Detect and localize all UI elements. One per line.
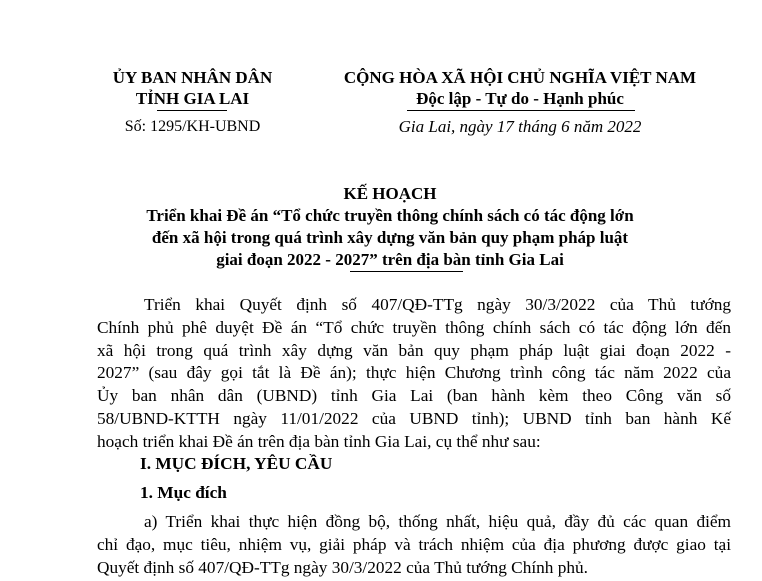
intro-line: xã hội trong quá trình xây dựng văn bản quy phạm pháp luật giai đoạn 2022 - — [97, 340, 731, 360]
intro-line: hoạch triển khai Đề án trên địa bàn tỉnh Gia Lai, cụ thể như sau: — [97, 431, 541, 451]
org-name-line1: ỦY BAN NHÂN DÂN — [112, 68, 273, 87]
purpose-paragraph-a — [97, 511, 731, 579]
intro-line: 58/UBND-KTTH ngày 11/01/2022 của UBND tỉnh); UBND tỉnh ban hành Kế — [97, 408, 731, 428]
place-date: Gia Lai, ngày 17 tháng 6 năm 2022 — [398, 117, 642, 136]
intro-paragraph — [97, 294, 731, 454]
title-underline — [350, 271, 463, 272]
org-name-line2: TỈNH GIA LAI — [135, 89, 250, 108]
doc-number: Số: 1295/KH-UBND — [124, 118, 261, 135]
intro-line: Ủy ban nhân dân (UBND) tỉnh Gia Lai (ban hành kèm theo Công văn số — [97, 386, 731, 406]
doc-subject-line3: giai đoạn 2022 - 2027” trên địa bàn tỉnh Gia Lai — [216, 250, 564, 269]
intro-line: 2027” (sau đây gọi tắt là Đề án); thực hiện Chương trình công tác năm 2022 của — [97, 363, 731, 383]
doc-heading: KẾ HOẠCH — [343, 184, 437, 203]
purpose-line: Quyết định số 407/QĐ-TTg ngày 30/3/2022 của Thủ tướng Chính phủ. — [97, 557, 588, 577]
subsection-heading: 1. Mục đích — [140, 483, 227, 502]
intro-line: Triển khai Quyết định số 407/QĐ-TTg ngày 30/3/2022 của Thủ tướng — [144, 295, 731, 314]
intro-line: Chính phủ phê duyệt Đề án “Tổ chức truyền thông chính sách có tác động lớn đến — [97, 317, 731, 337]
motto-underline — [407, 110, 635, 111]
purpose-line: chỉ đạo, mục tiêu, nhiệm vụ, giải pháp và trách nhiệm của địa phương được giao tại — [97, 534, 731, 554]
org-underline — [157, 110, 227, 111]
nation-title: CỘNG HÒA XÃ HỘI CHỦ NGHĨA VIỆT NAM — [343, 68, 697, 87]
purpose-line: a) Triển khai thực hiện đồng bộ, thống nhất, hiệu quả, đầy đủ các quan điểm — [144, 512, 731, 531]
doc-subject-line1: Triển khai Đề án “Tổ chức truyền thông chính sách có tác động lớn — [146, 206, 634, 225]
nation-motto: Độc lập - Tự do - Hạnh phúc — [416, 89, 624, 108]
section-heading: I. MỤC ĐÍCH, YÊU CẦU — [140, 454, 333, 473]
doc-subject-line2: đến xã hội trong quá trình xây dựng văn bản quy phạm pháp luật — [151, 228, 629, 247]
